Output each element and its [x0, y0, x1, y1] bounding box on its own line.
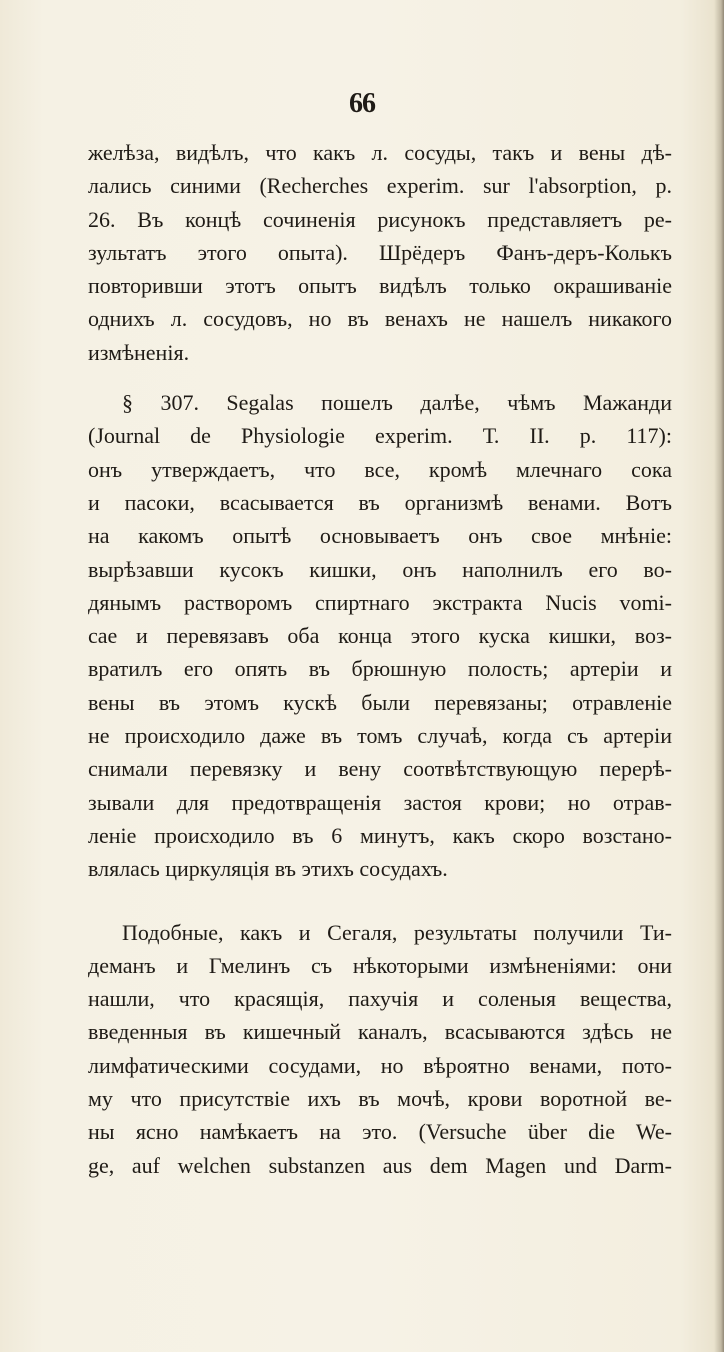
paragraph-1	[88, 136, 672, 369]
text-line: зультатъ этого опыта). Шрёдеръ Фанъ-деръ-Колькъ	[88, 239, 672, 265]
text-line: cae и перевязавъ оба конца этого куска кишки, воз-	[88, 623, 672, 649]
paragraph-2	[88, 386, 672, 885]
text-line: вены въ этомъ кускѣ были перевязаны; отравленіе	[88, 689, 672, 715]
paragraph-gap	[88, 886, 672, 916]
text-line: и пасоки, всасывается въ организмѣ венами. Вотъ	[88, 489, 672, 515]
text-line: лались синими (Recherches experim. sur l'absorption, p.	[88, 173, 672, 199]
text-line: леніе происходило въ 6 минутъ, какъ скоро возстано-	[88, 822, 672, 848]
text-line: § 307. Segalas пошелъ далѣе, чѣмъ Мажанди	[122, 390, 672, 416]
text-line: на какомъ опытѣ основываетъ онъ свое мнѣніе:	[88, 523, 672, 549]
text-line: повторивши этотъ опытъ видѣлъ только окрашиваніе	[88, 273, 672, 299]
text-line: 26. Въ концѣ сочиненія рисунокъ представляетъ ре-	[88, 206, 672, 232]
text-line: (Journal de Physiologie experim. Т. II. p. 117):	[88, 423, 672, 449]
text-line: нашли, что красящія, пахучія и соленыя вещества,	[88, 986, 672, 1012]
text-line: желѣза, видѣлъ, что какъ л. сосуды, такъ и вены дѣ-	[88, 140, 672, 165]
text-line: ны ясно намѣкаетъ на это. (Versuche über die We-	[88, 1119, 672, 1145]
paragraph-gap	[88, 369, 672, 386]
text-line: введенныя въ кишечный каналъ, всасываются здѣсь не	[88, 1019, 672, 1045]
page-edge-shadow	[714, 0, 724, 1352]
text-line: вырѣзавши кусокъ кишки, онъ наполнилъ его во-	[88, 556, 672, 582]
text-line: онъ утверждаетъ, что все, кромѣ млечнаго сока	[88, 456, 672, 482]
text-line: не происходило даже въ томъ случаѣ, когда съ артеріи	[88, 723, 672, 749]
paragraph-3	[88, 916, 672, 1182]
page-body	[88, 136, 672, 1182]
text-line: зывали для предотвращенія застоя крови; но отрав-	[88, 789, 672, 815]
text-line: однихъ л. сосудовъ, но въ венахъ не нашелъ никакого	[88, 306, 672, 332]
page-number: 66	[349, 88, 375, 119]
text-line: дянымъ растворомъ спиртнаго экстракта Nucis vomi-	[88, 589, 672, 615]
text-line: измѣненія.	[88, 339, 190, 365]
text-line: Подобные, какъ и Сегаля, результаты получили Ти-	[122, 919, 672, 945]
text-line: му что присутствіе ихъ въ мочѣ, крови воротной ве-	[88, 1086, 672, 1112]
text-line: снимали перевязку и вену соотвѣтствующую перерѣ-	[88, 756, 672, 782]
text-line: вратилъ его опять въ брюшную полость; артеріи и	[88, 656, 672, 682]
text-line: лимфатическими сосудами, но вѣроятно венами, пото-	[88, 1052, 672, 1078]
text-line: влялась циркуляція въ этихъ сосудахъ.	[88, 856, 448, 882]
text-line: деманъ и Гмелинъ съ нѣкоторыми измѣненіями: они	[88, 952, 672, 978]
text-line: ge, auf welchen substanzen aus dem Magen und Darm-	[88, 1152, 672, 1178]
